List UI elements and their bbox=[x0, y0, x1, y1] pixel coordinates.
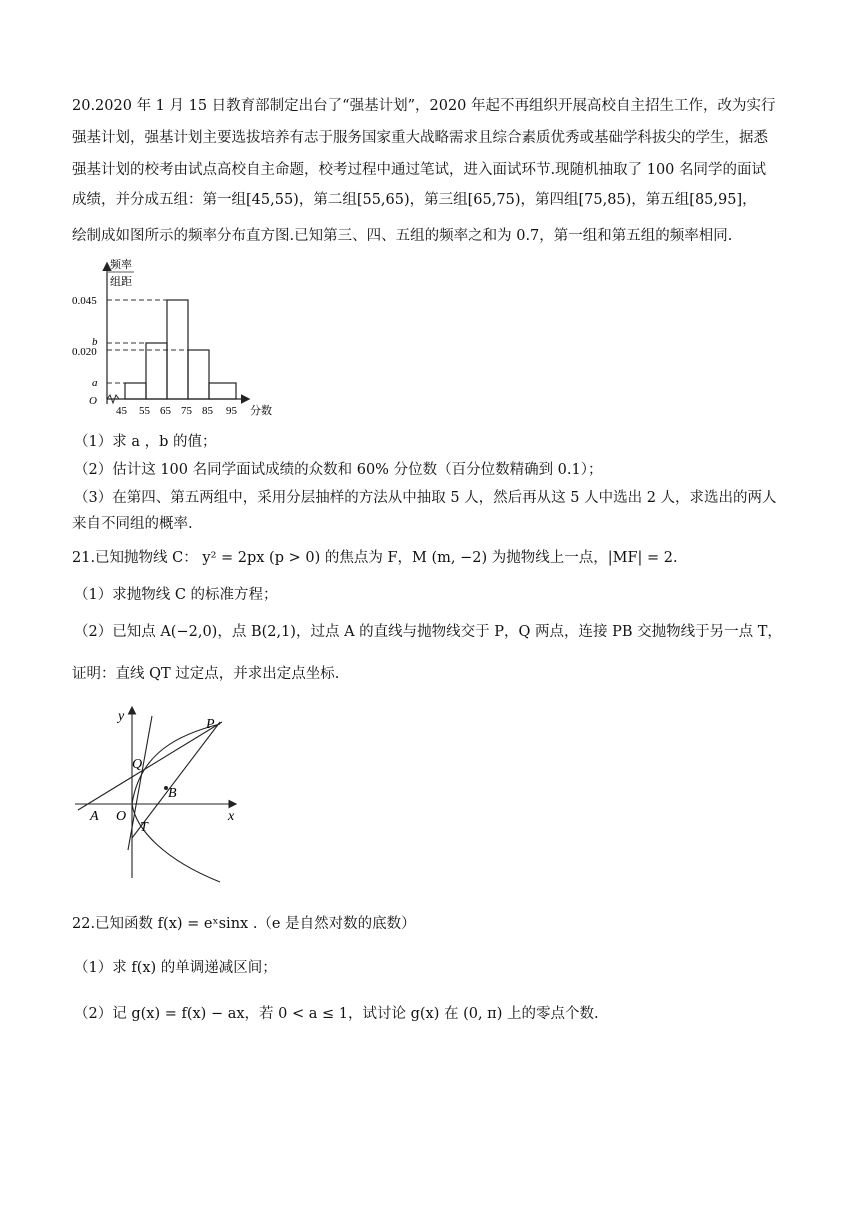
label-t: T bbox=[140, 820, 148, 835]
label-a: A bbox=[90, 809, 99, 824]
q22-sub-2: （2）记 g(x) = f(x) − ax，若 0 < a ≤ 1，试讨论 g(x) 在 (0, π) 上的零点个数. bbox=[74, 1006, 599, 1022]
label-p: P bbox=[206, 717, 215, 732]
ylabel-0020: 0.020 bbox=[72, 346, 97, 358]
q21-sub-2: （2）已知点 A(−2,0)，点 B(2,1)，过点 A 的直线与抛物线交于 P，Q 两点，连接 PB 交抛物线于另一点 T， bbox=[74, 624, 782, 640]
xtick-55: 55 bbox=[139, 405, 150, 417]
xtick-95: 95 bbox=[226, 405, 237, 417]
q20-line-2: 强基计划，强基计划主要选拔培养有志于服务国家重大战略需求且综合素质优秀或基础学科拔尖的学生，据悉 bbox=[72, 130, 768, 146]
label-x: x bbox=[228, 809, 235, 824]
ylabel-b: b bbox=[92, 336, 98, 348]
ylabel-0045: 0.045 bbox=[72, 295, 97, 307]
bar-45-55 bbox=[125, 383, 146, 399]
q21-sub-1: （1）求抛物线 C 的标准方程； bbox=[74, 587, 278, 603]
q20-line-1: 20.2020 年 1 月 15 日教育部制定出台了“强基计划”，2020 年起不再组织开展高校自主招生工作，改为实行 bbox=[72, 98, 776, 114]
xtick-45: 45 bbox=[116, 405, 127, 417]
label-y: y bbox=[118, 709, 125, 724]
q20-line-4: 成绩，并分成五组：第一组[45,55)，第二组[55,65)，第三组[65,75)，第四组[75,85)，第五组[85,95]， bbox=[72, 192, 757, 208]
origin-label: O bbox=[89, 395, 97, 407]
q22-line-1: 22.已知函数 f(x) = eˣsinx .（e 是自然对数的底数） bbox=[72, 916, 416, 932]
parabola-figure bbox=[70, 700, 250, 890]
bar-55-65 bbox=[146, 343, 167, 399]
ylabel-a: a bbox=[92, 377, 98, 389]
parabola-curve bbox=[132, 724, 220, 882]
q20-line-5: 绘制成如图所示的频率分布直方图.已知第三、四、五组的频率之和为 0.7，第一组和第五组的频率相同. bbox=[72, 228, 733, 244]
ylabel-top: 频率 bbox=[110, 259, 132, 271]
label-q: Q bbox=[132, 757, 143, 772]
bar-65-75 bbox=[167, 300, 188, 399]
q20-line-3: 强基计划的校考由试点高校自主命题，校考过程中通过笔试，进入面试环节.现随机抽取了 100 名同学的面试 bbox=[72, 162, 766, 178]
q21-sub-2b: 证明：直线 QT 过定点，并求出定点坐标. bbox=[72, 666, 340, 682]
q22-sub-1: （1）求 f(x) 的单调递减区间； bbox=[74, 960, 277, 976]
frequency-histogram bbox=[60, 252, 290, 420]
bar-85-95 bbox=[209, 383, 236, 399]
q20-sub-3a: （3）在第四、第五两组中，采用分层抽样的方法从中抽取 5 人，然后再从这 5 人中选出 2 人，求选出的两人 bbox=[74, 490, 777, 506]
q20-sub-3b: 来自不同组的概率. bbox=[72, 516, 193, 532]
ylabel-bottom: 组距 bbox=[110, 276, 132, 288]
line-apq bbox=[78, 722, 222, 810]
label-b: B bbox=[168, 786, 177, 801]
q21-line-1: 21.已知抛物线 C： y² = 2px (p > 0) 的焦点为 F，M (m, −2) 为抛物线上一点，|MF| = 2. bbox=[72, 550, 678, 566]
bar-75-85 bbox=[188, 350, 209, 399]
xtick-75: 75 bbox=[181, 405, 192, 417]
label-o: O bbox=[116, 809, 127, 824]
q20-sub-1: （1）求 a ，b 的值； bbox=[74, 434, 217, 450]
q20-sub-2: （2）估计这 100 名同学面试成绩的众数和 60% 分位数（百分位数精确到 0.1）； bbox=[74, 462, 603, 478]
xlabel: 分数 bbox=[250, 405, 272, 417]
xtick-85: 85 bbox=[202, 405, 213, 417]
xtick-65: 65 bbox=[160, 405, 171, 417]
